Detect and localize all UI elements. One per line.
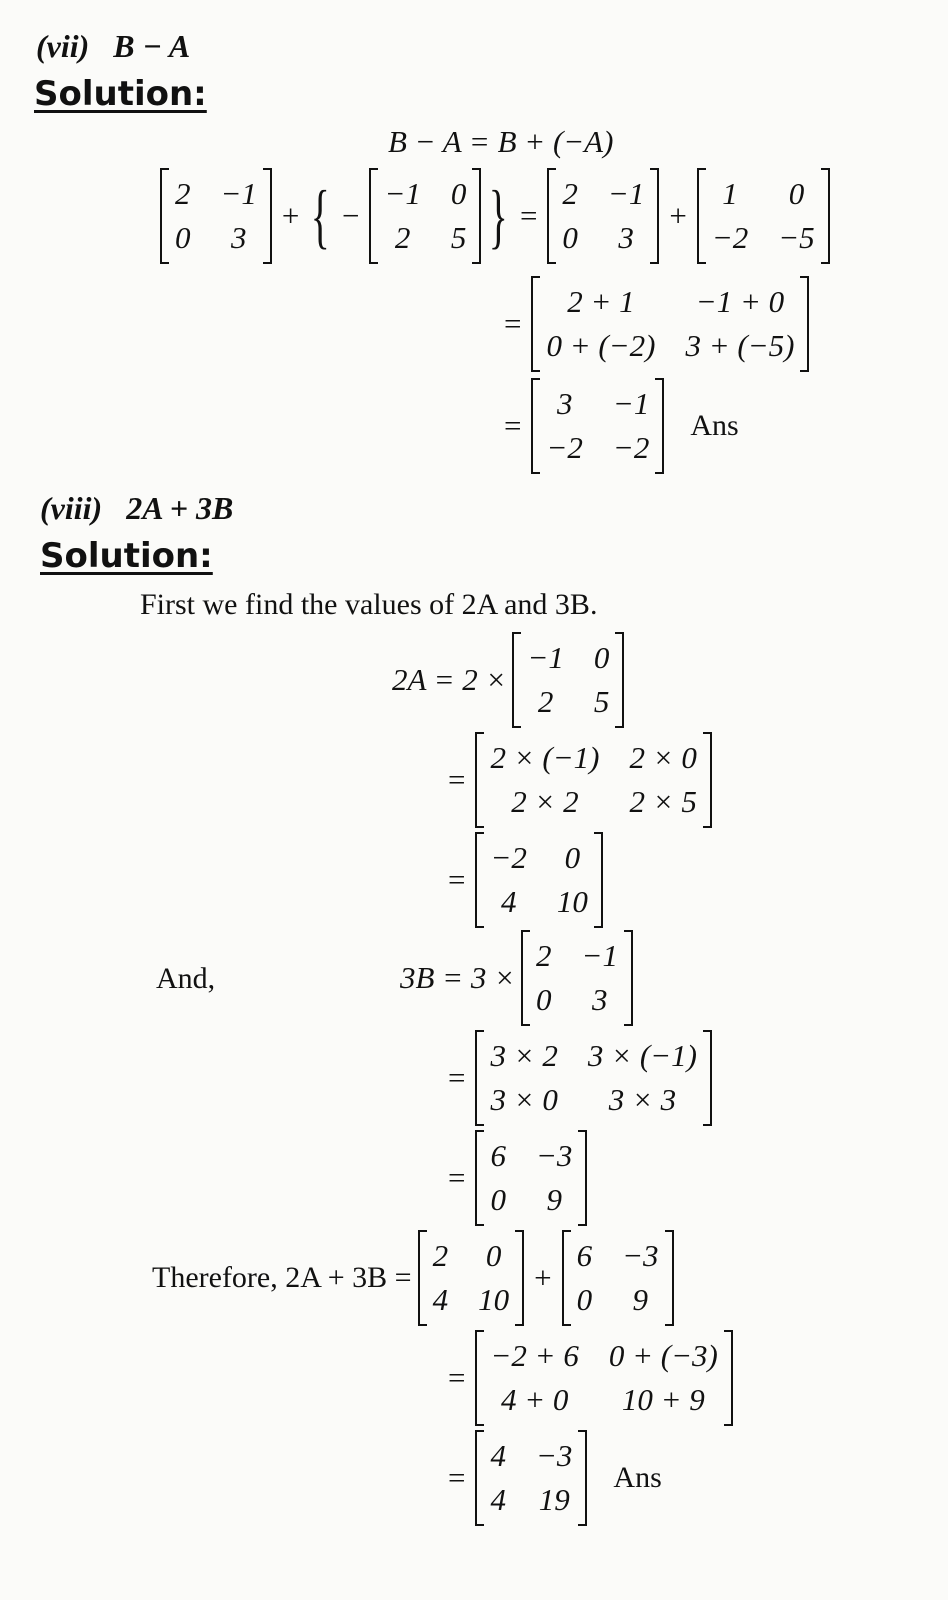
cell: 0 + (−3) — [608, 1338, 718, 1373]
cell: 3 + (−5) — [685, 328, 795, 363]
matrix-a — [369, 168, 481, 264]
cell: 2 — [536, 938, 552, 973]
answer-label: Ans — [613, 1461, 662, 1494]
part-viii-label: (viii) — [40, 490, 103, 526]
cell: 2 + 1 — [567, 284, 635, 319]
part-viii-heading — [40, 490, 233, 527]
cell: −2 — [490, 840, 527, 875]
cell: 0 — [490, 1182, 506, 1217]
cell: 4 — [490, 1482, 506, 1517]
equals-sign: = — [448, 762, 466, 797]
cell: 6 — [490, 1138, 506, 1173]
twoA-def — [392, 632, 624, 728]
cell: 9 — [632, 1282, 649, 1317]
equals-sign: = — [448, 1060, 466, 1095]
cell: 2 — [562, 176, 578, 211]
threeB-def — [400, 930, 633, 1026]
part-viii-title: 2A + 3B — [126, 490, 234, 526]
equals-sign: = — [448, 862, 466, 897]
cell: 10 — [478, 1282, 510, 1317]
equals-sign: = — [519, 198, 538, 233]
cell: 0 — [536, 982, 552, 1017]
matrix-twoA-expanded — [475, 732, 711, 828]
cell: 9 — [546, 1182, 562, 1217]
matrix-b — [521, 930, 633, 1026]
plus-sign: + — [534, 1260, 552, 1295]
threeB-result — [444, 1130, 587, 1226]
solution-heading-vii: Solution: — [34, 74, 207, 114]
cell: 10 + 9 — [621, 1382, 705, 1417]
cell: −1 + 0 — [695, 284, 785, 319]
cell: 2 × 2 — [511, 784, 579, 819]
matrix-a — [512, 632, 624, 728]
cell: 0 — [788, 176, 805, 211]
cell: 2 — [537, 684, 554, 719]
cell: 19 — [538, 1482, 570, 1517]
equals-sign: = — [504, 408, 522, 443]
cell: 0 — [450, 176, 467, 211]
matrix-b-copy — [547, 168, 659, 264]
equals-sign: = — [448, 1460, 466, 1495]
matrix-sum-expanded — [531, 276, 809, 372]
cell: −1 — [581, 938, 618, 973]
matrix-threeB — [475, 1130, 587, 1226]
matrix-result — [531, 378, 664, 474]
therefore-label: Therefore, 2A + 3B = — [152, 1261, 412, 1294]
matrix-neg-a — [697, 168, 830, 264]
cell: 3 × 0 — [490, 1082, 558, 1117]
cell: −1 — [220, 176, 257, 211]
cell: 3 × 2 — [490, 1038, 558, 1073]
cell: 3 — [230, 220, 247, 255]
cell: 2 × 0 — [629, 740, 697, 775]
intro-text: First we find the values of 2A and 3B. — [140, 588, 598, 621]
cell: −2 — [612, 430, 650, 465]
cell: −1 — [527, 640, 564, 675]
part-vii-title: B − A — [113, 28, 191, 64]
cell: −1 — [607, 176, 645, 211]
final-result — [444, 1430, 662, 1526]
cell: 0 — [562, 220, 578, 255]
cell: −2 + 6 — [490, 1338, 579, 1373]
cell: 3 — [556, 386, 573, 421]
sum-step — [444, 1330, 733, 1426]
plus-sign: + — [669, 198, 687, 233]
cell: 2 — [175, 176, 191, 211]
part-vii-heading — [36, 28, 190, 65]
cell: 0 — [564, 840, 581, 875]
cell: 0 — [576, 1282, 593, 1317]
cell: 3 — [618, 220, 634, 255]
twoA-lhs: 2A = 2 × — [392, 662, 507, 697]
cell: 3 × (−1) — [587, 1038, 697, 1073]
vii-step2 — [500, 276, 809, 372]
answer-label: Ans — [690, 409, 739, 442]
cell: −1 — [384, 176, 421, 211]
cell: 4 — [432, 1282, 449, 1317]
cell: −1 — [612, 386, 650, 421]
cell: −2 — [546, 430, 583, 465]
cell: 0 — [485, 1238, 502, 1273]
matrix-twoA — [475, 832, 602, 928]
cell: −2 — [711, 220, 749, 255]
left-brace: { — [311, 176, 331, 256]
cell: 10 — [556, 884, 588, 919]
matrix-twoA-copy — [418, 1230, 525, 1326]
part-vii-label: (vii) — [36, 28, 90, 64]
solution-heading-viii: Solution: — [40, 536, 213, 576]
equals-sign: = — [448, 1360, 466, 1395]
cell: 4 — [500, 884, 517, 919]
matrix-sum-expanded — [475, 1330, 732, 1426]
cell: 0 + (−2) — [546, 328, 656, 363]
cell: 6 — [576, 1238, 593, 1273]
twoA-result — [444, 832, 603, 928]
matrix-final — [475, 1430, 587, 1526]
cell: 2 — [394, 220, 411, 255]
matrix-b — [160, 168, 272, 264]
cell: 3 — [591, 982, 608, 1017]
plus-sign: + — [281, 198, 300, 233]
cell: −3 — [535, 1138, 573, 1173]
vii-step1 — [160, 168, 830, 264]
cell: −3 — [535, 1438, 573, 1473]
matrix-threeB-copy — [562, 1230, 674, 1326]
cell: 0 — [593, 640, 610, 675]
cell: 4 + 0 — [500, 1382, 569, 1417]
twoA-step — [444, 732, 712, 828]
equals-sign: = — [448, 1160, 466, 1195]
cell: 4 — [490, 1438, 506, 1473]
vii-result — [500, 378, 739, 474]
equals-sign: = — [504, 306, 522, 341]
and-label: And, — [156, 962, 216, 995]
threeB-lhs: 3B = 3 × — [400, 960, 516, 995]
cell: 5 — [593, 684, 610, 719]
threeB-step — [444, 1030, 712, 1126]
cell: 2 × (−1) — [490, 740, 600, 775]
cell: 3 × 3 — [608, 1082, 677, 1117]
cell: 2 × 5 — [629, 784, 697, 819]
cell: 1 — [722, 176, 738, 211]
matrix-threeB-expanded — [475, 1030, 711, 1126]
cell: 0 — [175, 220, 191, 255]
right-brace: } — [489, 176, 509, 256]
cell: 2 — [432, 1238, 449, 1273]
cell: −3 — [622, 1238, 659, 1273]
identity-equation: B − A = B + (−A) — [388, 124, 614, 159]
cell: 5 — [450, 220, 467, 255]
minus-sign: − — [341, 198, 360, 233]
cell: −5 — [778, 220, 815, 255]
sum-equation — [152, 1230, 674, 1326]
